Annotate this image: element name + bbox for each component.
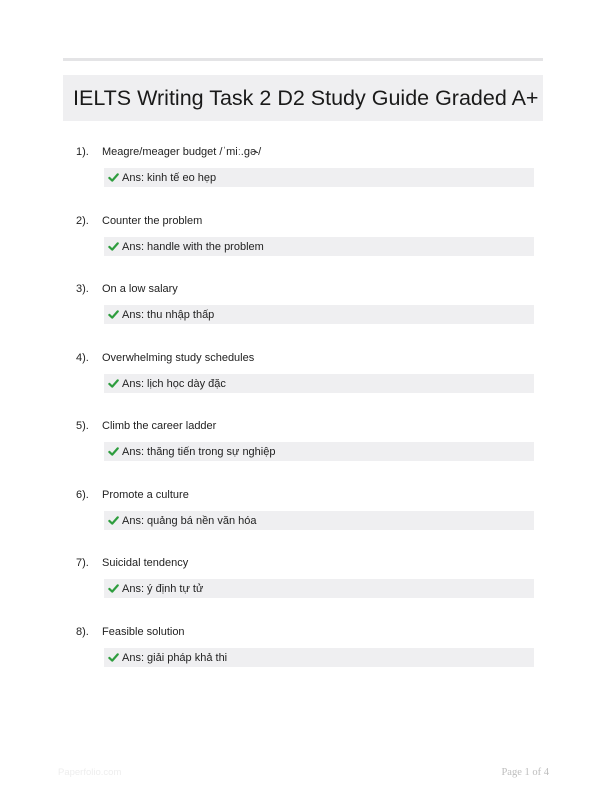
answer-prefix: Ans: xyxy=(122,445,145,458)
answer-text: thu nhập thấp xyxy=(147,308,215,321)
question-item xyxy=(0,625,606,685)
question-number: 6). xyxy=(76,489,89,501)
check-icon xyxy=(108,446,119,457)
question-number: 1). xyxy=(76,146,89,158)
answer-box xyxy=(104,579,534,598)
answer-prefix: Ans: xyxy=(122,651,145,664)
answer-prefix: Ans: xyxy=(122,308,145,321)
check-icon xyxy=(108,172,119,183)
question-text: On a low salary xyxy=(102,283,178,295)
question-text: Feasible solution xyxy=(102,626,185,638)
answer-box xyxy=(104,237,534,256)
question-number: 5). xyxy=(76,420,89,432)
question-number: 7). xyxy=(76,557,89,569)
footer-brand-watermark: Paperfolio.com xyxy=(58,767,122,778)
answer-prefix: Ans: xyxy=(122,171,145,184)
answer-box xyxy=(104,374,534,393)
question-item xyxy=(0,556,606,616)
page-indicator: Page 1 of 4 xyxy=(501,767,549,778)
title-banner xyxy=(63,75,543,121)
question-item xyxy=(0,214,606,274)
answer-box xyxy=(104,511,534,530)
question-item xyxy=(0,419,606,479)
check-icon xyxy=(108,378,119,389)
question-text: Suicidal tendency xyxy=(102,557,189,569)
answer-box xyxy=(104,305,534,324)
check-icon xyxy=(108,583,119,594)
answer-text: quảng bá nền văn hóa xyxy=(147,514,257,527)
answer-text: ý định tự tử xyxy=(147,582,204,595)
check-icon xyxy=(108,515,119,526)
question-item xyxy=(0,488,606,548)
question-text: Overwhelming study schedules xyxy=(102,352,255,364)
answer-box xyxy=(104,168,534,187)
check-icon xyxy=(108,241,119,252)
answer-text: kinh tế eo hẹp xyxy=(147,171,217,184)
question-item xyxy=(0,145,606,205)
question-number: 2). xyxy=(76,215,89,227)
answer-text: thăng tiến trong sự nghiệp xyxy=(147,445,276,458)
question-item xyxy=(0,351,606,411)
answer-prefix: Ans: xyxy=(122,377,145,390)
question-text: Counter the problem xyxy=(102,215,203,227)
question-item xyxy=(0,282,606,342)
answer-prefix: Ans: xyxy=(122,582,145,595)
answer-text: giải pháp khả thi xyxy=(147,651,228,664)
question-number: 3). xyxy=(76,283,89,295)
answer-prefix: Ans: xyxy=(122,514,145,527)
check-icon xyxy=(108,652,119,663)
document-title: IELTS Writing Task 2 D2 Study Guide Graded A+ xyxy=(73,85,539,110)
answer-box xyxy=(104,442,534,461)
question-number: 4). xyxy=(76,352,89,364)
check-icon xyxy=(108,309,119,320)
question-text: Promote a culture xyxy=(102,489,189,501)
question-number: 8). xyxy=(76,626,89,638)
question-text: Climb the career ladder xyxy=(102,420,217,432)
answer-box xyxy=(104,648,534,667)
top-divider xyxy=(63,58,543,61)
question-text: Meagre/meager budget /ˈmiː.ɡɚ/ xyxy=(102,146,262,158)
answer-prefix: Ans: xyxy=(122,240,145,253)
answer-text: handle with the problem xyxy=(147,240,264,253)
answer-text: lịch học dày đặc xyxy=(147,377,226,390)
